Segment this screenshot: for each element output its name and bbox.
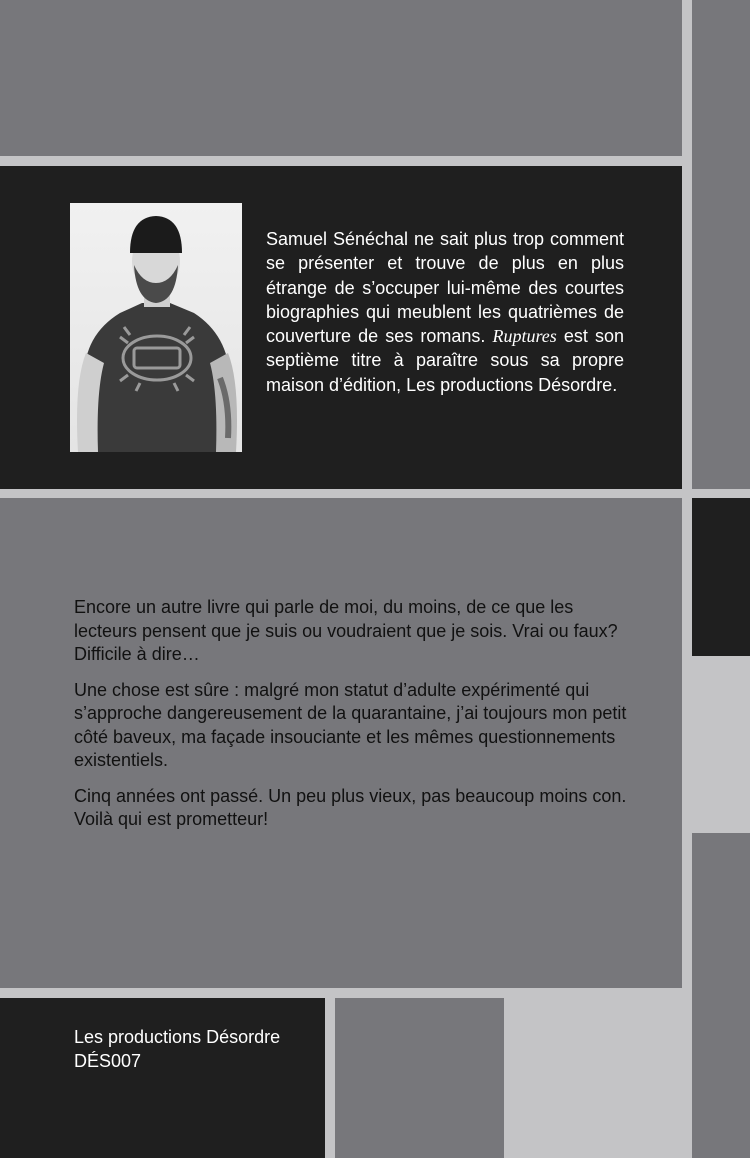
publisher-panel <box>0 998 325 1158</box>
blurb-paragraph: Cinq années ont passé. Un peu plus vieux, pas beaucoup moins con. Voilà qui est prometteur! <box>74 785 627 829</box>
right-decor-strip <box>692 498 750 656</box>
blurb-paragraph: Encore un autre livre qui parle de moi, du moins, de ce que les lecteurs pensent que je suis ou voudraient que je sois. Vrai ou faux? Difficile à dire… <box>74 597 618 664</box>
bottom-decor-panel <box>335 998 504 1158</box>
book-code: DÉS007 <box>74 1051 142 1071</box>
author-photo <box>70 203 242 452</box>
author-bio-part-1: Samuel Sénéchal ne sait plus trop comment se présenter et trouve de plus en plus étrange de s’occuper lui-même des courtes biographies qui meublent les quatrièmes de couverture de ses romans. <box>266 229 624 347</box>
book-title: Ruptures <box>492 326 557 347</box>
top-panel <box>0 0 682 156</box>
right-decor-strip <box>692 0 750 489</box>
publisher-name: Les productions Désordre <box>74 1027 281 1047</box>
author-portrait-icon <box>70 203 242 452</box>
right-decor-strip <box>692 666 750 824</box>
author-bio <box>266 227 624 397</box>
right-decor-strip <box>692 833 750 1158</box>
blurb-paragraph: Une chose est sûre : malgré mon statut d’adulte expérimenté qui s’approche dangereusement de la quarantaine, j’ai toujours mon petit côté baveux, ma façade insouciante et les mêmes questionnements existentiels. <box>74 679 627 770</box>
publisher-info <box>74 1025 280 1073</box>
back-cover-blurb <box>74 596 634 844</box>
author-bio-part-2: est son septième titre à paraître sous sa propre maison d’édition, Les productions Désordre. <box>266 326 624 395</box>
